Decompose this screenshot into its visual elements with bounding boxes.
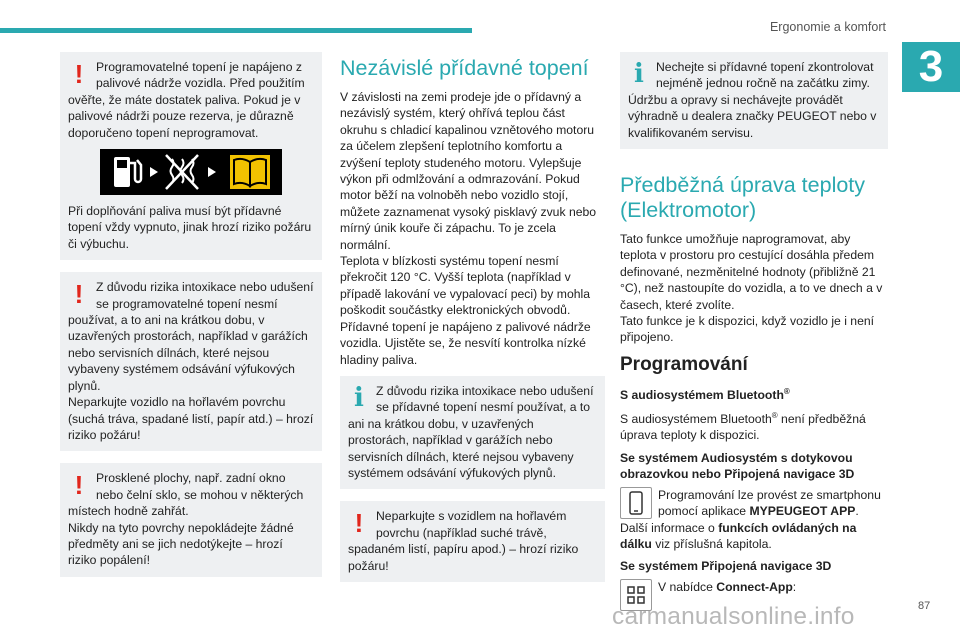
warning-box-glass <box>60 463 322 576</box>
warning-icon: ! <box>74 59 84 89</box>
section-title: Ergonomie a komfort <box>769 20 886 34</box>
warning-text: Neparkujte s vozidlem na hořlavém povrchu (například suché trávě, spadaném listí, papíru apod.) – hrozí riziko požáru! <box>348 509 579 573</box>
page-number: 87 <box>918 600 931 612</box>
warning-icon: ! <box>74 279 84 310</box>
smartphone-icon <box>620 487 652 519</box>
column-middle <box>340 52 605 594</box>
warning-text: Z důvodu rizika intoxikace nebo udušení se programovatelné topení nesmí používat, a to ani na krátkou dobu, v uzavřených prostorách, například v garážích nebo servisních dílnách, které nejsou vybaveny systémem odsávání výfukových plynů. Neparkujte vozidlo na hořlavém povrchu (suchá tráva, spadané listí, papír atd.) – hrozí riziko požáru! <box>68 280 314 442</box>
smartphone-instruction: Programování lze provést ze smartphonu pomocí aplikace MYPEUGEOT APP. <box>620 487 888 520</box>
paragraph: Další informace o funkcích ovládaných na dálku viz příslušná kapitola. <box>620 520 857 552</box>
paragraph: Teplota v blízkosti systému topení nesmí překročit 120 °C. Vyšší teplota (například v případě lakování ve vypalovací peci) by mohla poškodit součástky elektronických obvodů. Přídavné topení je napájeno z palivové nádrže vozidla. Ujistěte se, že nesvítí kontrolka nízké hladiny paliva. <box>340 254 591 367</box>
paragraph: Tato funkce umožňuje naprogramovat, aby teplota v prostoru pro cestující dosáhla předem definované, nezměnitelné hodnoty (přibližně 21 °C), než nastoupíte do vozidla, a to ve dnech a v časech, které zvolíte. <box>620 232 883 312</box>
arrow-icon <box>150 167 158 177</box>
paragraph: V závislosti na zemi prodeje jde o přídavný a nezávislý systém, který ohřívá teplou část okruhu s chladicí kapalinou vznětového motoru za účelem zlepšení teplotního komfortu a zvýšení teploty studeného motoru. Vylepšuje výkon při odmlžování a odmrazování. Pokud motor běží na volnoběh nebo vozidlo stojí, můžete zaznamenat vysoký pisklavý zvuk nebo mírný únik kouře či zápachu. To je zcela normální. <box>340 90 597 252</box>
fuel-pump-icon <box>114 157 141 187</box>
heater-crossed-icon <box>166 155 198 189</box>
info-box-maintenance <box>620 52 888 149</box>
column-right <box>620 52 888 611</box>
subheading-bluetooth: S audiosystémem Bluetooth® <box>620 386 790 402</box>
warning-box-fire <box>340 501 605 582</box>
info-icon: i <box>634 59 644 89</box>
info-box-intoxication <box>340 376 605 489</box>
watermark: carmanualsonline.info <box>612 603 855 630</box>
heading-preconditioning: Předběžná úprava teploty (Elektromotor) <box>620 173 866 223</box>
warning-text-refuel: Při doplňování paliva musí být přídavné topení vždy vypnuto, jinak hrozí riziko požáru či výbuchu. <box>68 204 312 251</box>
warning-text: Programovatelné topení je napájeno z palivové nádrže vozidla. Před použitím ověřte, že máte dostatek paliva. Pokud je v palivové nádrži pouze rezerva, je důrazně doporučeno topení neprogramovat. <box>68 60 305 140</box>
header-bar <box>0 28 472 33</box>
warning-text: Prosklené plochy, např. zadní okno nebo čelní sklo, se mohou v některých místech hodně zahřát. Nikdy na tyto povrchy nepokládejte žádné předměty ani se jich nedotýkejte – hrozí riziko popálení! <box>68 471 304 568</box>
manual-book-icon <box>230 155 270 189</box>
paragraph: S audiosystémem Bluetooth® není předběžná úprava teploty k dispozici. <box>620 410 866 443</box>
warning-box-intoxication <box>60 272 322 451</box>
column-left <box>60 52 322 589</box>
subheading-navigation: Se systémem Připojená navigace 3D <box>620 559 832 574</box>
warning-icon: ! <box>354 508 364 539</box>
info-text: Z důvodu rizika intoxikace nebo udušení se přídavné topení nesmí používat, a to ani na krátkou dobu, v uzavřených prostorách, například v garážích nebo servisních dílnách, které nejsou vybaveny systémem odsávání výfukových plynů. <box>348 383 594 480</box>
warning-box-fuel <box>60 52 322 260</box>
heading-independent-heater: Nezávislé přídavné topení <box>340 56 589 80</box>
connect-app-instruction: V nabídce Connect-App: <box>620 579 888 611</box>
info-text: Nechejte si přídavné topení zkontrolovat nejméně jednou ročně na začátku zimy. Údržbu a opravy si nechávejte provádět výhradně u dealera značky PEUGEOT nebo v kvalifikovaném servisu. <box>628 60 877 140</box>
info-icon: i <box>354 382 364 413</box>
heading-programming: Programování <box>620 353 748 375</box>
refuel-pictogram <box>100 149 282 195</box>
paragraph: Tato funkce je k dispozici, když vozidlo je i není připojeno. <box>620 314 875 345</box>
subheading-touchscreen: Se systémem Audiosystém s dotykovou obrazovkou nebo Připojená navigace 3D <box>620 450 855 481</box>
chapter-number: 3 <box>902 42 960 92</box>
warning-icon: ! <box>74 470 84 501</box>
arrow-icon <box>208 167 216 177</box>
